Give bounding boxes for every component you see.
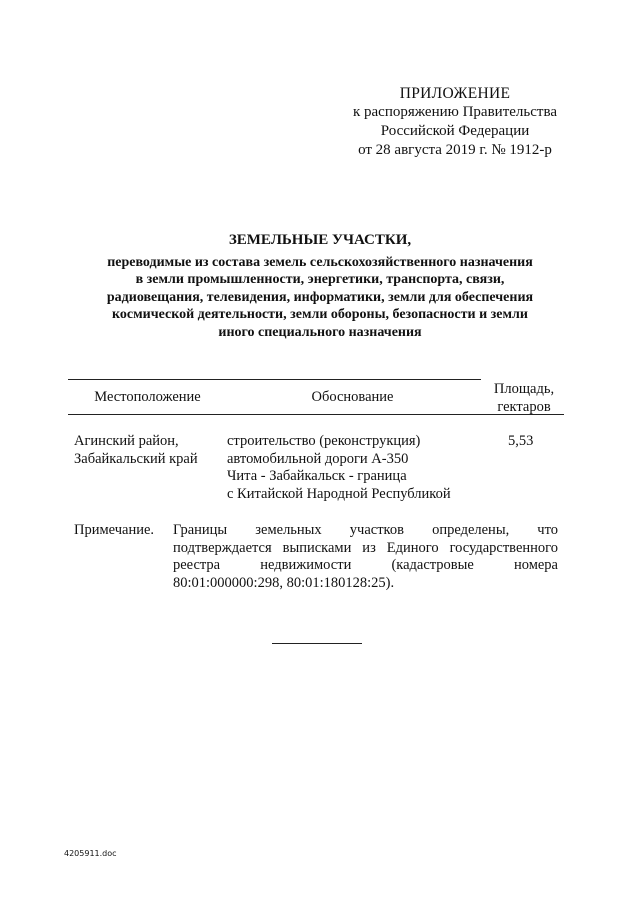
header-area — [484, 380, 564, 416]
basis-line: автомобильной дороги А-350 — [227, 450, 409, 467]
basis-line: строительство (реконструкция) — [227, 433, 421, 449]
title-line: иного специального назначения — [218, 324, 422, 340]
file-reference: 4205911.doc — [64, 849, 117, 858]
header-basis: Обоснование — [311, 389, 394, 405]
note-line: Границы земельных участков определены, что — [173, 522, 558, 538]
appendix-block — [330, 84, 580, 160]
header-location: Местоположение — [94, 389, 201, 405]
title-line: космической деятельности, земли обороны, безопасности и земли — [112, 307, 528, 322]
note-text — [173, 522, 558, 592]
note-line: подтверждается выписками из Единого государственного — [173, 539, 558, 556]
row-area: 5,53 — [508, 433, 534, 449]
basis-line: Чита - Забайкальск - граница — [227, 468, 407, 484]
title-main: ЗЕМЕЛЬНЫЕ УЧАСТКИ, — [228, 232, 412, 248]
closing-rule — [272, 643, 362, 644]
row-location — [74, 433, 204, 468]
appendix-heading: ПРИЛОЖЕНИЕ — [399, 85, 511, 102]
document-title — [60, 232, 580, 341]
appendix-line: Российской Федерации — [380, 123, 530, 139]
location-line: Агинский район, — [74, 433, 179, 449]
appendix-date-number: от 28 августа 2019 г. № 1912-р — [358, 142, 552, 158]
title-line: радиовещания, телевидения, информатики, земли для обеспечения — [106, 289, 534, 305]
appendix-line: к распоряжению Правительства — [352, 104, 557, 120]
location-line: Забайкальский край — [74, 450, 198, 467]
note-label: Примечание. — [74, 522, 155, 538]
basis-line: с Китайской Народной Республикой — [227, 485, 451, 502]
note-line: реестра недвижимости (кадастровые номера — [173, 557, 558, 573]
header-area-line1: Площадь, — [493, 381, 555, 397]
table-top-rule — [68, 379, 481, 380]
header-area-line2: гектаров — [497, 399, 551, 415]
row-basis — [227, 433, 477, 503]
title-line: переводимые из состава земель сельскохозяйственного назначения — [107, 254, 533, 270]
title-line: в земли промышленности, энергетики, транспорта, связи, — [135, 272, 505, 287]
note-line: 80:01:000000:298, 80:01:180128:25). — [173, 574, 395, 591]
